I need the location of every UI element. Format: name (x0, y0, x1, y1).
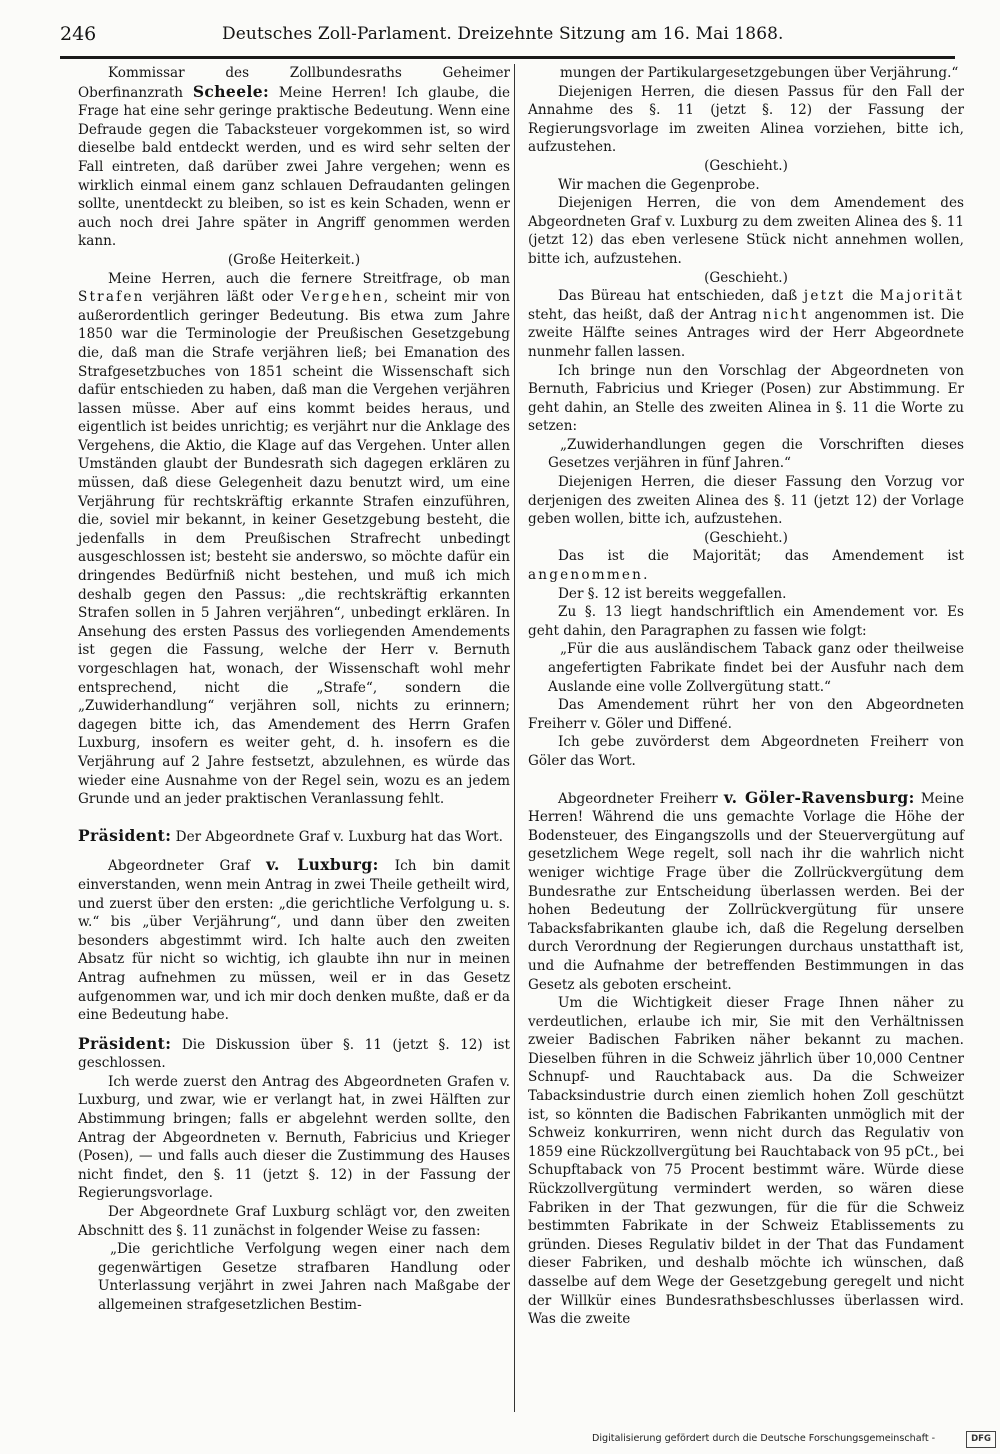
paragraph: Das Büreau hat entschieden, daß jetzt die Majorität steht, das heißt, daß der Antrag nicht angenommen ist. Die zweite Hälfte seines Antrages wird der Herr Abgeordnete nunmehr fallen lassen. (528, 288, 964, 360)
page-number: 246 (60, 23, 97, 45)
dfg-logo: DFG (966, 1431, 996, 1448)
spaced-word: Majorität (879, 288, 964, 305)
quoted-text: mungen der Partikulargesetzgebungen über Verjährung.“ (560, 65, 959, 81)
speaker-name: Präsident: (78, 1033, 172, 1053)
running-title: Deutsches Zoll-Parlament. Dreizehnte Sitzung am 16. Mai 1868. (222, 24, 784, 44)
paragraph: Diejenigen Herren, die dieser Fassung den Vorzug vor derjenigen des zweiten Alinea des §. 11 (jetzt 12) der Vorlage geben wollen, bitte ich, aufzustehen. (528, 474, 964, 528)
paragraph: Diejenigen Herren, die diesen Passus für den Fall der Annahme des §. 11 (jetzt §. 12) der Fassung der Regierungsvorlage im zweiten Alinea vorziehen, bitte ich, aufzustehen. (528, 83, 964, 156)
paragraph: Ich werde zuerst den Antrag des Abgeordneten Grafen v. Luxburg, und zwar, wie er verlangt hat, in zwei Hälften zur Abstimmung bringen; falls er abgelehnt werden sollte, den Antrag der Abgeordneten v. Bernuth, Fabricius und Krieger (Posen), — und falls auch dieser die Zustimmung des Hauses nicht findet, den §. 11 (jetzt §. 12) in der Fassung der Regierungsvorlage. (78, 1073, 510, 1202)
column-divider (514, 64, 515, 1412)
speaker-name: Scheele: (192, 81, 270, 101)
spaced-word: jetzt (803, 288, 846, 305)
spaced-word: Strafen (78, 289, 145, 306)
spaced-word: angenommen. (528, 567, 650, 584)
paragraph: Der §. 12 ist bereits weggefallen. (558, 585, 787, 602)
interjection: (Große Heiterkeit.) (227, 251, 361, 268)
interjection: (Geschieht.) (704, 529, 788, 546)
spaced-word: Vergehen (300, 289, 384, 306)
left-column (78, 64, 510, 1315)
paragraph: Wir machen die Gegenprobe. (558, 176, 760, 193)
quoted-text: „Zuwiderhandlungen gegen die Vorschriften dieses Gesetzes verjähren in fünf Jahren.“ (548, 436, 964, 472)
paragraph: Präsident: Die Diskussion über §. 11 (jetzt §. 12) ist geschlossen. (78, 1033, 510, 1072)
interjection: (Geschieht.) (704, 269, 788, 286)
paragraph: Abgeordneter Graf v. Luxburg: Ich bin damit einverstanden, wenn mein Antrag in zwei Theile getheilt wird, und zuerst über den ersten: „die gerichtliche Verfolgung u. s. w.“ bis „über Verjährung“, und dann über den zweiten besonders abgestimmt wird. Ich halte auch den zweiten Absatz für nicht so wichtig, ich glaubte ihn nur in meinen Antrag aufnehmen zu müssen, weil er in das Gesetz aufgenommen war, und ich mir doch denken mußte, daß er da eine Bedeutung habe. (78, 855, 510, 1024)
paragraph: Ich bringe nun den Vorschlag der Abgeordneten von Bernuth, Fabricius und Krieger (Posen) zur Abstimmung. Er geht dahin, an Stelle des zweiten Alinea in §. 11 die Worte zu setzen: (528, 362, 964, 435)
paragraph: Der Abgeordnete Graf Luxburg schlägt vor, den zweiten Abschnitt des §. 11 zunächst in folgender Weise zu fassen: (78, 1204, 510, 1239)
quoted-text: „Für die aus ausländischem Taback ganz oder theilweise angefertigten Fabrikate findet bei der Ausfuhr nach dem Auslande eine volle Zollvergütung statt.“ (548, 641, 964, 695)
interjection: (Geschieht.) (704, 157, 788, 174)
header-rule (60, 56, 955, 59)
paragraph: Meine Herren, auch die fernere Streitfrage, ob man Strafen verjähren läßt oder Vergehen, scheint mir von außerordentlich geringer Bedeutung. Bis etwa zum Jahre 1850 war die Terminologie der Preußischen Gesetzgebung die, daß man die Strafe verjähren ließ; bei Emanation des Strafgesetzbuches von 1851 scheint die Wissenschaft sich dafür entschieden zu haben, daß man die Vergehen verjähren lassen müsse. Aber auf eins kommt beides heraus, und eigentlich ist beides unrichtig; es verjährt nur die Anklage des Vergehens, die Aktio, die Klage auf das Vergehen. Unter allen Umständen glaubt der Bundesrath sich dagegen erklären zu müssen, daß diese Gelegenheit dazu benutzt wird, um eine Verjährung für rechtskräftig erkannte Strafen einzuführen, die, soviel mir bekannt, in keiner Gesetzgebung besteht, die jedenfalls in dem Preußischen Strafrecht unbedingt ausgeschlossen ist; besteht sie anderswo, so möchte dafür ein dringendes Bedürfniß nicht bestehen, und muß ich mich deshalb gegen den Passus: „die rechtskräftig erkannten Strafen sollen in 5 Jahren verjähren“, unbedingt erklären. In Ansehung des ersten Passus des vorliegenden Amendements ist gegen die Fassung, welche der Herr v. Bernuth vorgeschlagen hat, wonach, der Wissenschaft wohl mehr entsprechend, nicht die „Strafe“, sondern die „Zuwiderhandlung“ verjähren soll, nichts zu erinnern; dagegen bitte ich, das Amendement des Herrn Grafen Luxburg, insofern es weiter geht, d. h. insofern es die Verjährung auf 2 Jahre festsetzt, abzulehnen, es würde das wieder eine Ausnahme von der Regel sein, wozu es an jedem Grunde und an jeder praktischen Veranlassung fehlt. (78, 270, 511, 808)
paragraph: Präsident: Der Abgeordnete Graf v. Luxburg hat das Wort. (78, 825, 503, 845)
paragraph: Um die Wichtigkeit dieser Frage Ihnen näher zu verdeutlichen, erlaube ich mir, Sie mit den Verhältnissen zweier Badischen Fabriken näher bekannt zu machen. Dieselben führen in die Schweiz jährlich über 10,000 Centner Schnupf- und Rauchtaback aus. Da die Schweizer Tabacksindustrie durch einen ziemlich hohen Zoll geschützt ist, so könnten die Badischen Fabrikanten unmöglich mit der Schweiz konkurriren, wenn nicht durch das Regulativ von 1859 eine Rückzollvergütung bei Rauchtaback von 95 pCt., bei Schupftaback von 75 Procent bestimmt wäre. Würde diese Rückzollvergütung vermindert werden, so wären diese Fabriken in der That gezwungen, für die für die Schweiz bestimmten Fabrikate in der Schweiz Etablissements zu gründen. Dieses Regulativ bildet in der That das Fundament dieser Fabriken, und deshalb möchte ich wünschen, daß dasselbe auf dem Wege der Gesetzgebung geregelt und nicht der Willkür eines Bundesrathsbeschlusses überlassen wird. Was die zweite (528, 995, 964, 1328)
paragraph: Diejenigen Herren, die von dem Amendement des Abgeordneten Graf v. Luxburg zu dem zweiten Alinea des §. 11 (jetzt 12) das eben verlesene Stück nicht annehmen wollen, bitte ich, aufzustehen. (528, 195, 964, 267)
speaker-name: v. Luxburg: (266, 855, 379, 875)
page-header (60, 18, 940, 50)
paragraph: Abgeordneter Freiherr v. Göler-Ravensburg: Meine Herren! Während die uns gemachte Vorlage die Höhe der Bodensteuer, des Eingangszolls und der Steuervergütung auf gesetzlichem Wege regelt, soll nach ihr die wahrlich nicht weniger wichtige Frage über die Zollrückvergütung dem Bundesrathe zur Entscheidung überlassen werden. Bei der hohen Bedeutung der Zollrückvergütung für unsere Tabacksfabrikanten glaube ich, daß die Regelung derselben durch Verordnung der Regierungen durchaus unstatthaft ist, und die Aufnahme der betreffenden Bestimmungen in das Gesetz als geboten erscheint. (528, 787, 964, 993)
paragraph: Ich gebe zuvörderst dem Abgeordneten Freiherr von Göler das Wort. (528, 734, 964, 769)
digitization-footer (592, 1430, 996, 1448)
footer-text: Digitalisierung gefördert durch die Deutsche Forschungsgemeinschaft - (592, 1433, 936, 1444)
paragraph: Zu §. 13 liegt handschriftlich ein Amendement vor. Es geht dahin, den Paragraphen zu fassen wie folgt: (528, 604, 964, 639)
quoted-text: „Die gerichtliche Verfolgung wegen einer nach dem gegenwärtigen Gesetze strafbaren Handlung oder Unterlassung verjährt in zwei Jahren nach Maßgabe der allgemeinen strafgesetzlichen Bestim- (98, 1241, 510, 1313)
paragraph: Kommissar des Zollbundesraths Geheimer Oberfinanzrath Scheele: Meine Herren! Ich glaube, die Frage hat eine sehr geringe praktische Bedeutung. Wenn eine Defraude gegen die Tabacksteuer vorgekommen ist, so wird dieselbe bald entdeckt werden, und es wird sehr selten der Fall eintreten, daß darüber zwei Jahre vergehen; wenn es wirklich einmal einem ganz schlauen Defraudanten gelingen sollte, unentdeckt zu bleiben, so ist es kein Schaden, wenn er auch noch drei Jahre später in Angriff genommen werden kann. (78, 65, 511, 250)
speaker-name: v. Göler-Ravensburg: (723, 787, 915, 807)
paragraph: Das ist die Majorität; das Amendement ist angenommen. (528, 548, 964, 584)
spaced-word: nicht (762, 306, 809, 323)
speaker-name: Präsident: (78, 825, 172, 845)
right-column (528, 64, 964, 1329)
paragraph: Das Amendement rührt her von den Abgeordneten Freiherr v. Göler und Diffené. (528, 697, 964, 732)
